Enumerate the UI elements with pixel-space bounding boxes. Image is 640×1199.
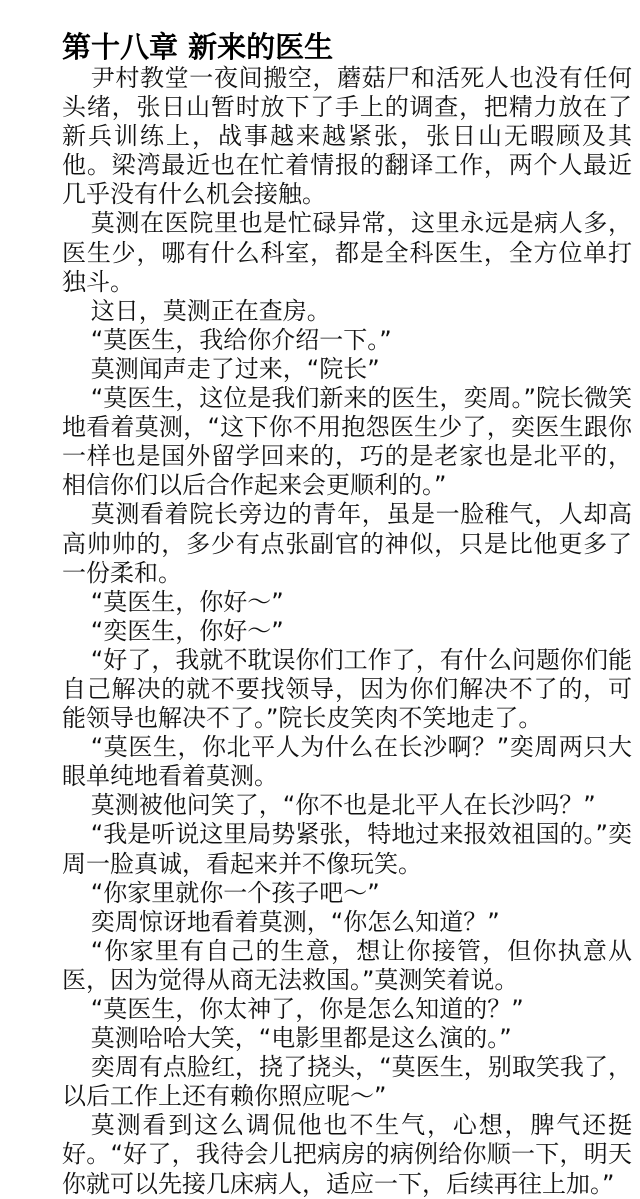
paragraph: “好了，我就不耽误你们工作了，有什么问题你们能自己解决的就不要找领导，因为你们解决不了的，可能领导也解决不了。”院长皮笑肉不笑地走了。 <box>62 645 632 733</box>
paragraph: “莫医生，这位是我们新来的医生，奕周。”院长微笑地看着莫测，“这下你不用抱怨医生少了，奕医生跟你一样也是国外留学回来的，巧的是老家也是北平的，相信你们以后合作起来会更顺利的。” <box>62 384 632 500</box>
paragraph: “你家里有自己的生意，想让你接管，但你执意从医，因为觉得从商无法救国。”莫测笑着说。 <box>62 936 632 994</box>
paragraph: “莫医生，你太神了，你是怎么知道的？” <box>90 995 524 1023</box>
paragraph: 莫测在医院里也是忙碌异常，这里永远是病人多，医生少，哪有什么科室，都是全科医生，全方位单打独斗。 <box>62 209 632 296</box>
paragraph: “莫医生，你好～” <box>90 587 284 616</box>
paragraph: “莫医生，我给你介绍一下。” <box>90 325 392 354</box>
paragraph: 莫测哈哈大笑，“电影里都是这么演的。” <box>90 1024 512 1053</box>
paragraph: 莫测看着院长旁边的青年，虽是一脸稚气，人却高高帅帅的，多少有点张副官的神似，只是比他更多了一份柔和。 <box>62 500 632 587</box>
paragraph: “我是听说这里局势紧张，特地过来报效祖国的。”奕周一脸真诚，看起来并不像玩笑。 <box>62 820 632 878</box>
paragraph: 奕周惊讶地看着莫测，“你怎么知道？” <box>90 907 500 936</box>
paragraph: 莫测看到这么调侃他也不生气，心想，脾气还挺好。“好了，我待会儿把病房的病例给你顺一下，明天你就可以先接几床病人，适应一下，后续再往上加。” <box>62 1111 632 1198</box>
paragraph: “你家里就你一个孩子吧～” <box>90 878 380 907</box>
paragraph: 莫测被他问笑了，“你不也是北平人在长沙吗？” <box>90 791 596 820</box>
paragraph: 莫测闻声走了过来，“院长” <box>90 354 380 383</box>
paragraph: “奕医生，你好～” <box>90 616 284 645</box>
chapter-body <box>62 64 632 1199</box>
paragraph: 尹村教堂一夜间搬空，蘑菇尸和活死人也没有任何头绪，张日山暂时放下了手上的调查，把精力放在了新兵训练上，战事越来越紧张，张日山无暇顾及其他。梁湾最近也在忙着情报的翻译工作，两个人最近几乎没有什么机会接触。 <box>62 64 632 209</box>
paragraph: “莫医生，你北平人为什么在长沙啊？”奕周两只大眼单纯地看着莫测。 <box>62 733 632 791</box>
paragraph: 奕周有点脸红，挠了挠头，“莫医生，别取笑我了，以后工作上还有赖你照应呢～” <box>62 1053 632 1111</box>
paragraph: 这日，莫测正在查房。 <box>90 296 331 325</box>
chapter-title: 第十八章 新来的医生 <box>62 30 334 64</box>
